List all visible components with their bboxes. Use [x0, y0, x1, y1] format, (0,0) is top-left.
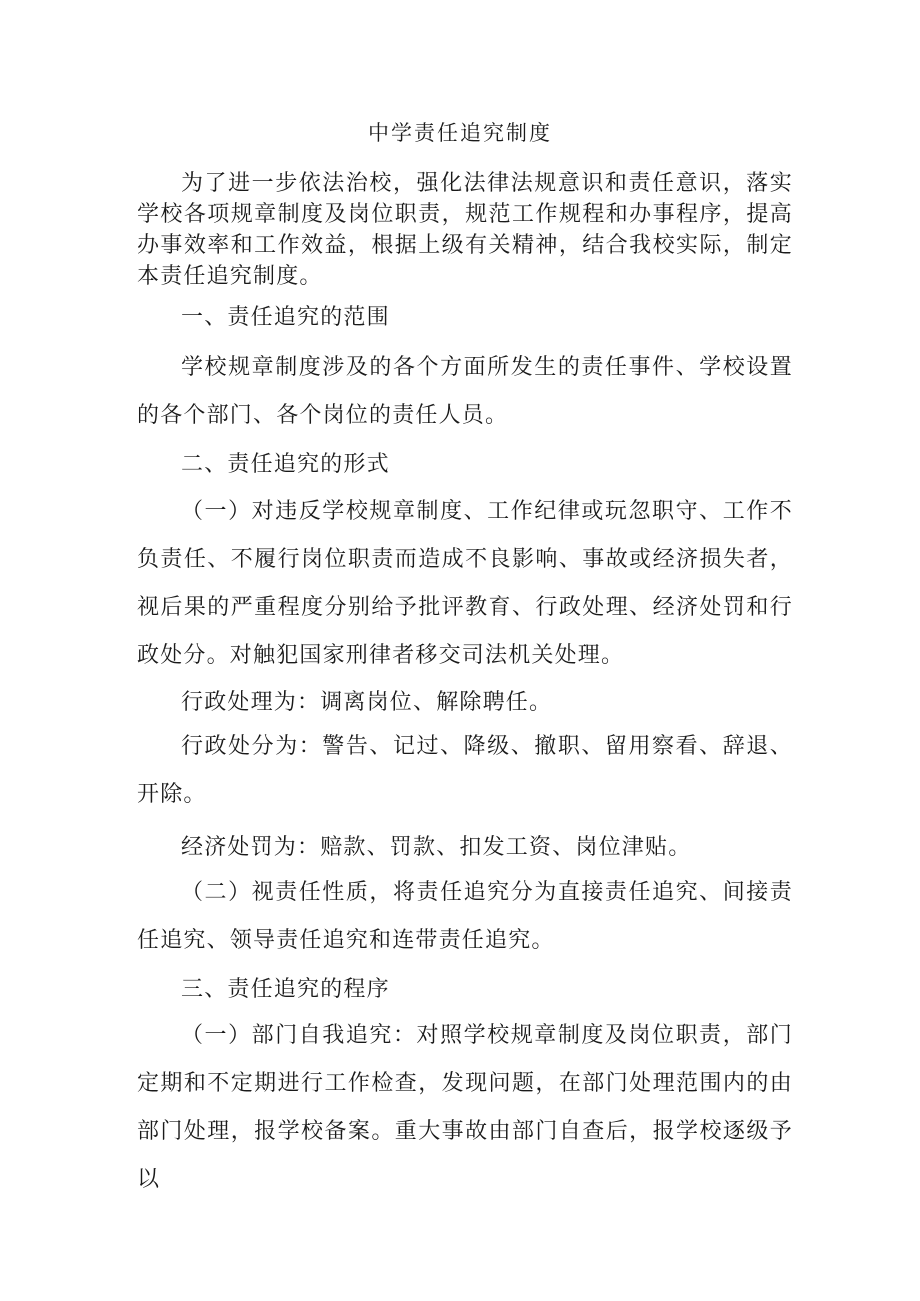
- form-paragraph-2: （二）视责任性质，将责任追究分为直接责任追究、间接责任追究、领导责任追究和连带责任追究。: [137, 880, 793, 953]
- economic-penalty-paragraph: 经济处罚为：赔款、罚款、扣发工资、岗位津贴。: [181, 835, 692, 860]
- scope-paragraph: 学校规章制度涉及的各个方面所发生的责任事件、学校设置的各个部门、各个岗位的责任人员。: [137, 355, 793, 428]
- form-paragraph-1: （一）对违反学校规章制度、工作纪律或玩忽职守、工作不负责任、不履行岗位职责而造成不良影响、事故或经济损失者，视后果的严重程度分别给予批评教育、行政处理、经济处罚和行政处分。对触犯国家刑律者移交司法机关处理。: [137, 499, 793, 668]
- section-heading-scope: 一、责任追究的范围: [181, 305, 390, 330]
- admin-handling-paragraph: 行政处理为：调离岗位、解除聘任。: [181, 690, 553, 715]
- intro-paragraph: 为了进一步依法治校，强化法律法规意识和责任意识，落实学校各项规章制度及岗位职责，规范工作规程和办事程序，提高办事效率和工作效益，根据上级有关精神，结合我校实际，制定本责任追究制度。: [137, 171, 793, 289]
- section-heading-procedure: 三、责任追究的程序: [181, 977, 390, 1002]
- section-heading-form: 二、责任追究的形式: [181, 452, 390, 477]
- admin-sanction-paragraph: 行政处分为：警告、记过、降级、撤职、留用察看、辞退、开除。: [137, 734, 793, 807]
- document-title: 中学责任追究制度: [368, 121, 552, 145]
- procedure-paragraph-1: （一）部门自我追究：对照学校规章制度及岗位职责，部门定期和不定期进行工作检查，发现问题，在部门处理范围内的由部门处理，报学校备案。重大事故由部门自查后，报学校逐级予以: [137, 1023, 793, 1192]
